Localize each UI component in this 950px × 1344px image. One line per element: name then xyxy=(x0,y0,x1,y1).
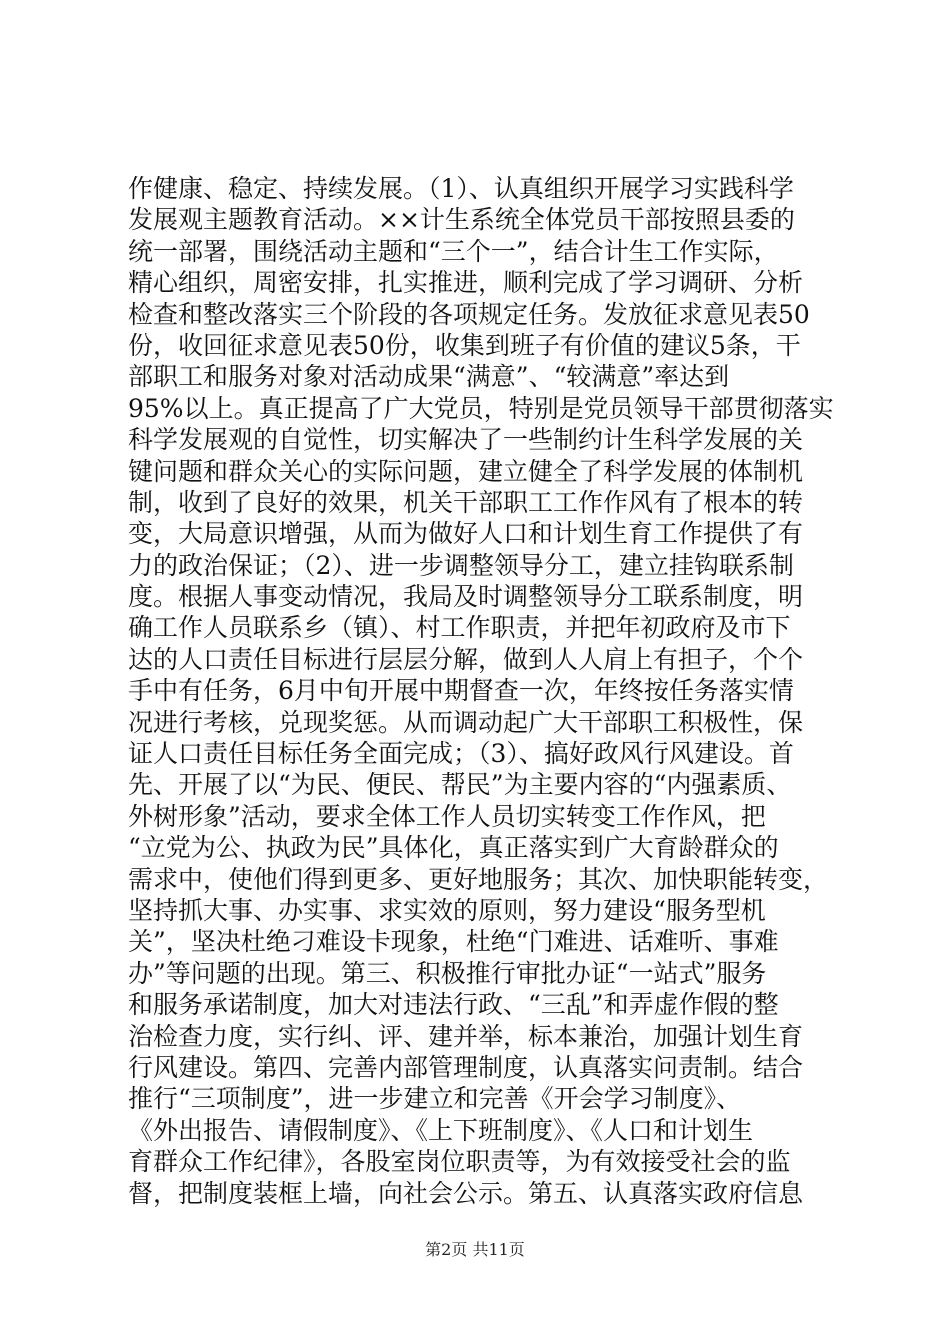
text-line: 需求中，使他们得到更多、更好地服务；其次、加快职能转变， xyxy=(128,864,829,894)
text-line: 确工作人员联系乡（镇）、村工作职责，并把年初政府及市下 xyxy=(128,613,791,643)
text-line: 行风建设。第四、完善内部管理制度，认真落实问责制。结合 xyxy=(128,1052,804,1082)
text-line: 变，大局意识增强，从而为做好人口和计划生育工作提供了有 xyxy=(128,519,804,549)
text-line: 先、开展了以“为民、便民、帮民”为主要内容的“内强素质、 xyxy=(128,770,792,800)
text-line: 统一部署，围绕活动主题和“三个一”，结合计生工作实际， xyxy=(128,236,779,266)
text-line: 坚持抓大事、办实事、求实效的原则，努力建设“服务型机 xyxy=(128,895,766,925)
text-line: 科学发展观的自觉性，切实解决了一些制约计生科学发展的关 xyxy=(128,425,804,455)
text-line: 手中有任务，6月中旬开展中期督查一次，年终按任务落实情 xyxy=(128,676,794,706)
text-line: 检查和整改落实三个阶段的各项规定任务。发放征求意见表50 xyxy=(128,299,810,329)
text-line: 证人口责任目标任务全面完成；（3）、搞好政风行风建设。首 xyxy=(128,739,794,769)
text-line: “立党为公、执政为民”具体化，真正落实到广大育龄群众的 xyxy=(128,833,779,863)
text-line: 办”等问题的出现。第三、积极推行审批办证“一站式”服务 xyxy=(128,958,767,988)
text-line: 况进行考核，兑现奖惩。从而调动起广大干部职工积极性，保 xyxy=(128,707,804,737)
text-line: 达的人口责任目标进行层层分解，做到人人肩上有担子，个个 xyxy=(128,644,804,674)
text-line: 精心组织，周密安排，扎实推进，顺利完成了学习调研、分析 xyxy=(128,268,804,298)
text-line: 95%以上。真正提高了广大党员，特别是党员领导干部贯彻落实 xyxy=(128,393,834,423)
text-line: 育群众工作纪律》，各股室岗位职责等，为有效接受社会的监 xyxy=(128,1147,791,1177)
text-line: 关”，坚决杜绝刁难设卡现象，杜绝“门难进、话难听、事难 xyxy=(128,927,779,957)
text-line: 部职工和服务对象对活动成果“满意”、“较满意”率达到 xyxy=(128,362,730,392)
text-line: 发展观主题教育活动。××计生系统全体党员干部按照县委的 xyxy=(128,205,795,235)
text-line: 力的政治保证；（2）、进一步调整领导分工，建立挂钩联系制 xyxy=(128,550,794,580)
text-line: 作健康、稳定、持续发展。（1）、认真组织开展学习实践科学 xyxy=(128,174,794,203)
text-line: 度。根据人事变动情况，我局及时调整领导分工联系制度，明 xyxy=(128,582,804,612)
body-paragraph xyxy=(128,173,838,1209)
text-line: 外树形象”活动，要求全体工作人员切实转变工作作风，把 xyxy=(128,801,766,831)
text-line: 治检查力度，实行纠、评、建并举，标本兼治，加强计划生育 xyxy=(128,1021,804,1051)
text-line: 制，收到了良好的效果，机关干部职工工作作风有了根本的转 xyxy=(128,487,804,517)
page-footer: 第2页 共11页 xyxy=(425,1240,525,1259)
text-line: 份，收回征求意见表50份，收集到班子有价值的建议5条，干 xyxy=(128,330,801,360)
text-line: 《外出报告、请假制度》、《上下班制度》、《人口和计划生 xyxy=(128,1115,754,1145)
text-line: 推行“三项制度”，进一步建立和完善《开会学习制度》、 xyxy=(128,1084,742,1114)
text-line: 督，把制度装框上墙，向社会公示。第五、认真落实政府信息 xyxy=(128,1178,804,1208)
text-line: 和服务承诺制度，加大对违法行政、“三乱”和弄虚作假的整 xyxy=(128,990,779,1020)
text-line: 键问题和群众关心的实际问题，建立健全了科学发展的体制机 xyxy=(128,456,804,486)
